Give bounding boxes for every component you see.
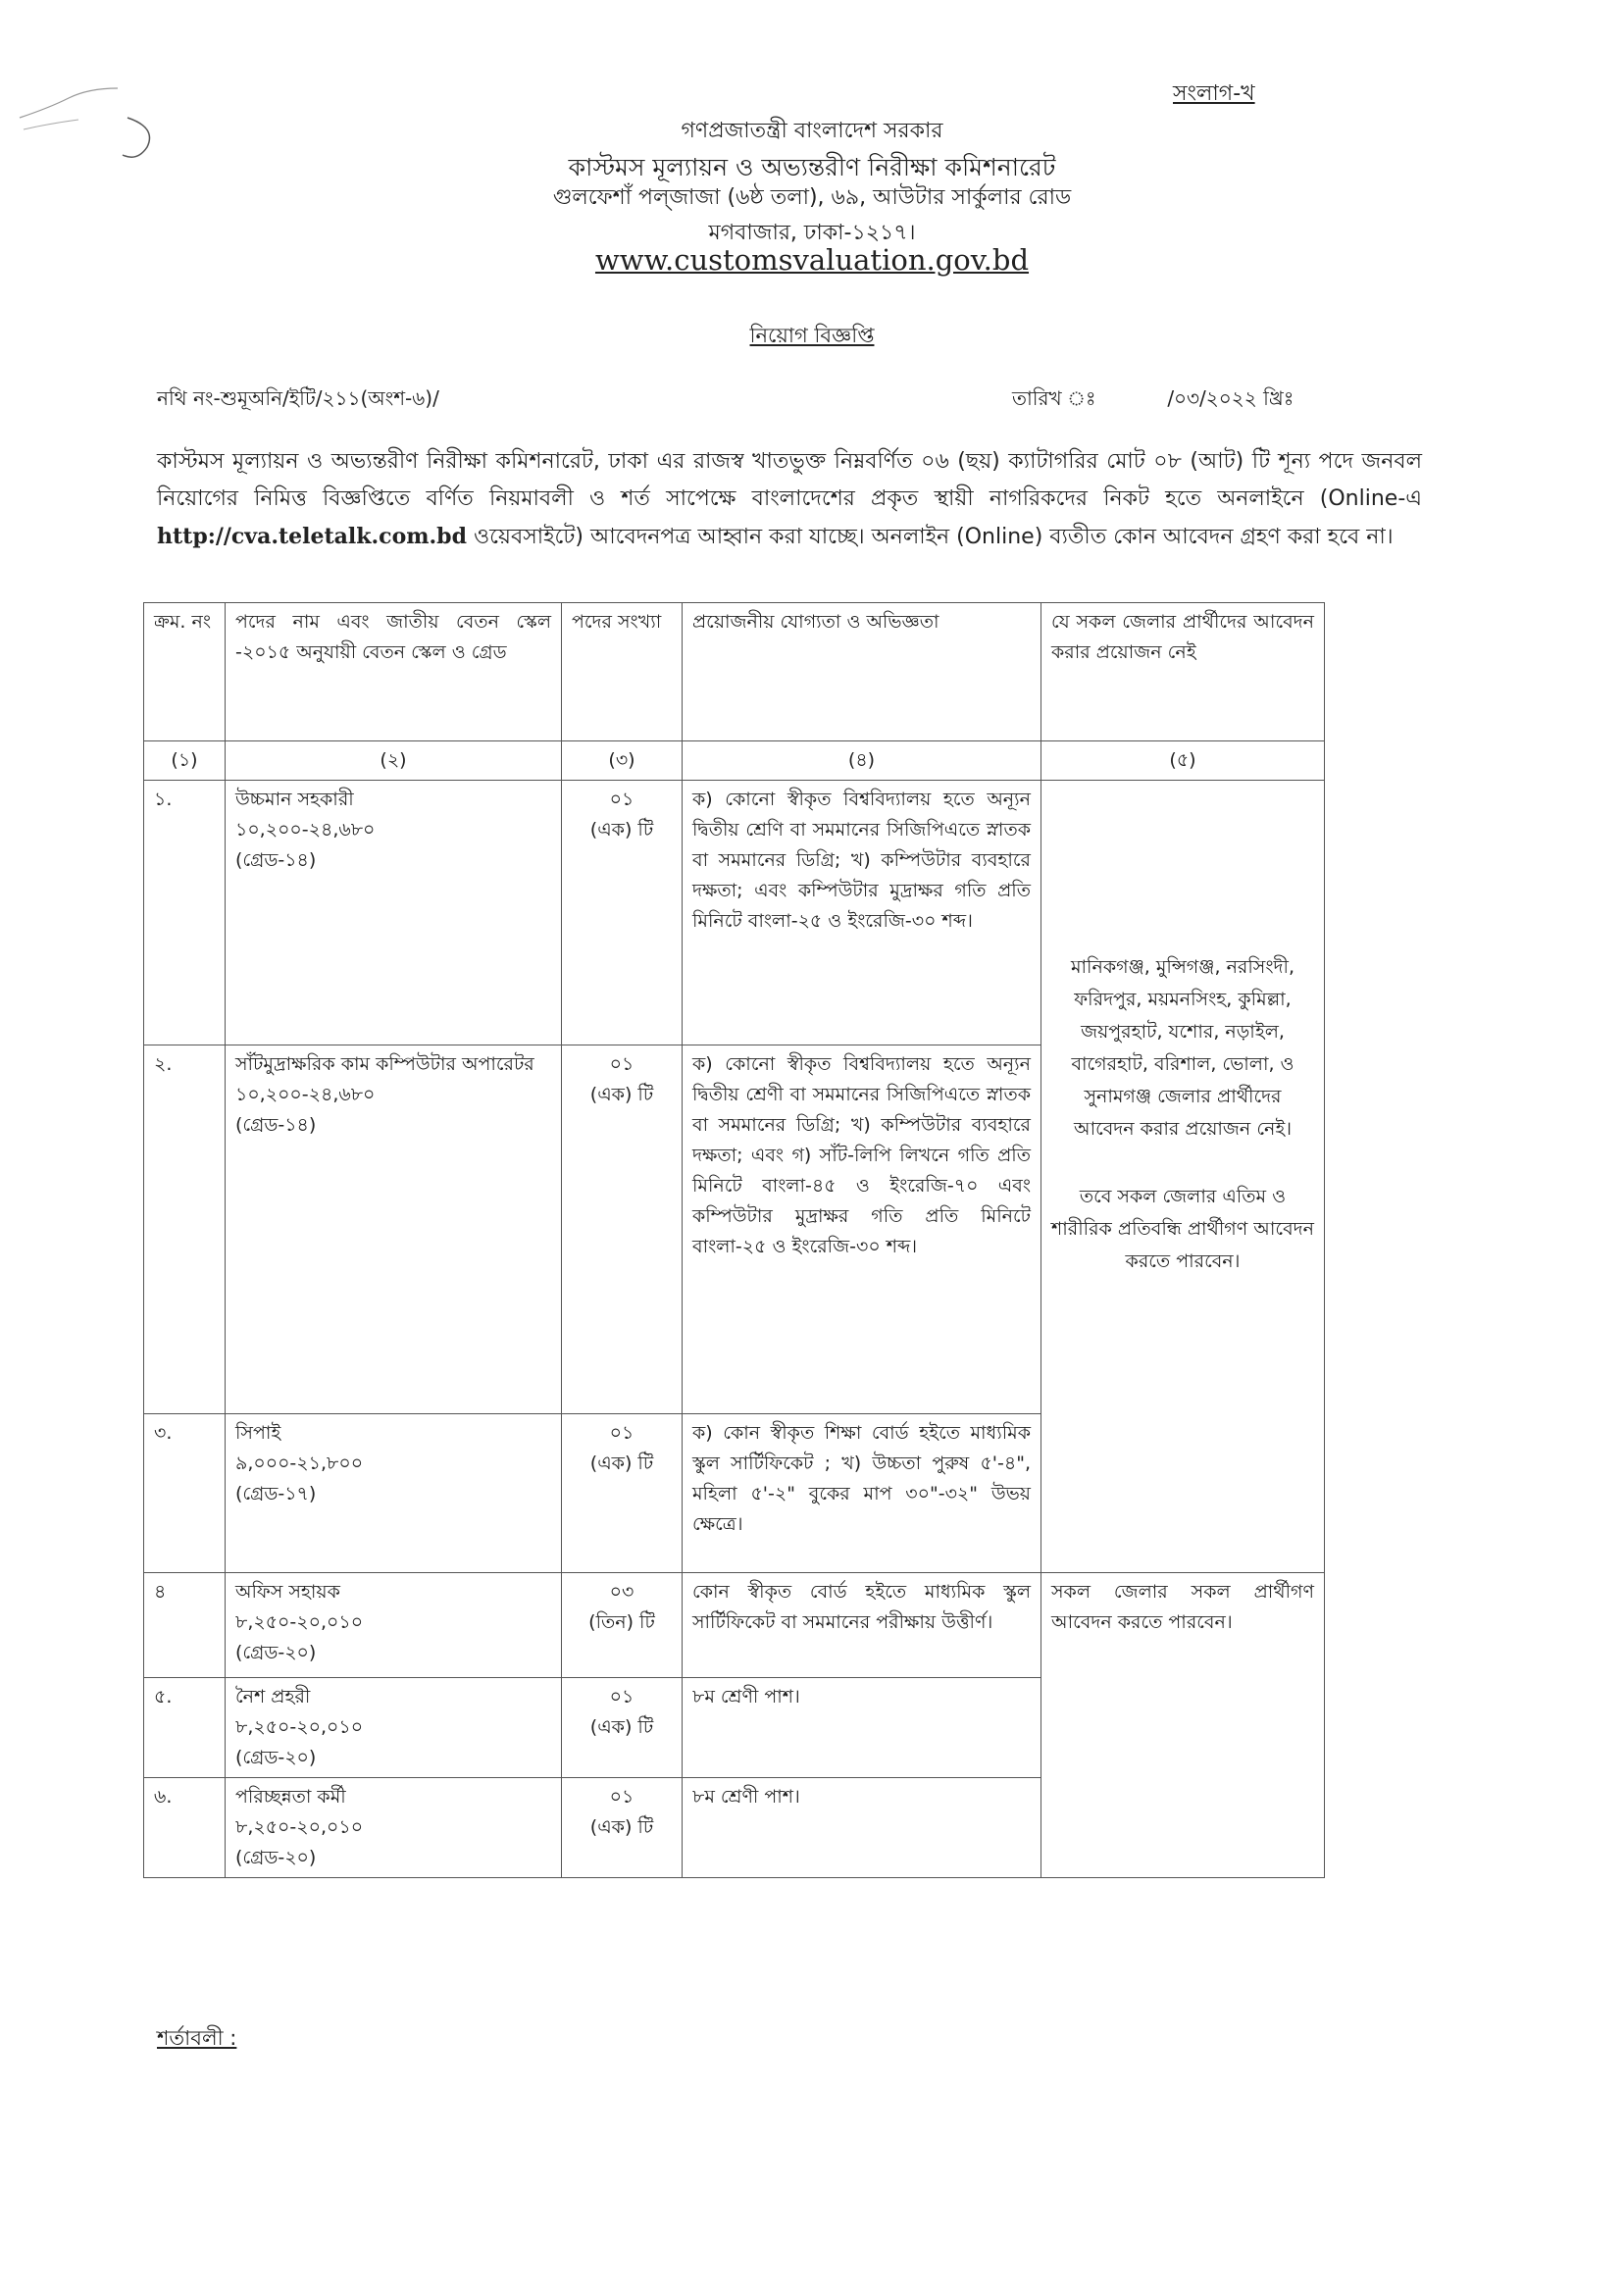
table-row: ৩. সিপাই ৯,০০০-২১,৮০০ (গ্রেড-১৭) ০১ (এক) টি ক) কোন স্বীকৃত শিক্ষা বোর্ড হইতে মাধ্যমিক স্কুল সার্টিফিকেট ; খ) উচ্চতা পুরুষ ৫'-৪", মহিলা ৫'-২" বুকের মাপ ৩০"-৩২" উভয় ক্ষেত্রে।: [144, 1414, 1325, 1573]
application-url[interactable]: http://cva.teletalk.com.bd: [157, 524, 467, 549]
notice-title: নিয়োগ বিজ্ঞপ্তি: [749, 324, 875, 347]
memo-number: নথি নং-শুমূঅনি/ইটি/২১১(অংশ-৬)/: [157, 386, 439, 410]
qualification-cell: কোন স্বীকৃত বোর্ড হইতে মাধ্যমিক স্কুল সার্টিফিকেট বা সমমানের পরীক্ষায় উত্তীর্ণ।: [683, 1573, 1041, 1678]
intro-paragraph: কাস্টমস মূল্যায়ন ও অভ্যন্তরীণ নিরীক্ষা কমিশনারেট, ঢাকা এর রাজস্ব খাতভুক্ত নিম্নবর্ণিত ০৬ (ছয়) ক্যাটাগরির মোট ০৮ (আট) টি শূন্য পদে জনবল নিয়োগের নিমিত্ত বিজ্ঞপ্তিতে বর্ণিত নিয়মাবলী ও শর্ত সাপেক্ষে বাংলাদেশের প্রকৃত স্থায়ী নাগরিকদের নিকট হতে অনলাইনে (Online-এ http://cva.teletalk.com.bd ওয়েবসাইটে) আবেদনপত্র আহ্বান করা যাচ্ছে। অনলাইন (Online) ব্যতীত কোন আবেদন গ্রহণ করা হবে না।: [157, 449, 1422, 549]
date-value: /০৩/২০২২ খ্রিঃ: [1167, 386, 1294, 410]
header-count: পদের সংখ্যা: [562, 603, 683, 741]
table-row: ৬. পরিচ্ছন্নতা কর্মী ৮,২৫০-২০,০১০ (গ্রেড-২০) ০১ (এক) টি ৮ম শ্রেণী পাশ।: [144, 1778, 1325, 1878]
date-label: তারিখ ঃ: [1012, 386, 1096, 410]
office-address-line1: গুলফেশাঁ পল্জাজা (৬ষ্ঠ তলা), ৬৯, আউটার সার্কুলার রোড: [552, 185, 1072, 210]
memo-date: [1012, 384, 1294, 417]
excluded-districts: মানিকগঞ্জ, মুন্সিগঞ্জ, নরসিংদী, ফরিদপুর, ময়মনসিংহ, কুমিল্লা, জয়পুরহাট, যশোর, নড়াইল, বাগেরহাট, বরিশাল, ভোলা, ও সুনামগঞ্জ জেলার প্রার্থীদের আবেদন করার প্রয়োজন নেই।: [1070, 956, 1294, 1140]
count-cell: ০১ (এক) টি: [562, 781, 683, 1045]
table-header-row: [144, 603, 1325, 741]
office-address-line2: মগবাজার, ঢাকা-১২১৭।: [708, 221, 916, 245]
header-post: পদের নাম এবং জাতীয় বেতন স্কেল -২০১৫ অনুযায়ী বেতন স্কেল ও গ্রেড: [226, 603, 562, 741]
post-cell: নৈশ প্রহরী ৮,২৫০-২০,০১০ (গ্রেড-২০): [226, 1678, 562, 1778]
orphan-note: তবে সকল জেলার এতিম ও শারীরিক প্রতিবন্ধি প্রার্থীগণ আবেদন করতে পারবেন।: [1051, 1186, 1314, 1272]
count-cell: ০১ (এক) টি: [562, 1414, 683, 1573]
post-cell: পরিচ্ছন্নতা কর্মী ৮,২৫০-২০,০১০ (গ্রেড-২০): [226, 1778, 562, 1878]
table-row: ২. সাঁটমুদ্রাক্ষরিক কাম কম্পিউটার অপারেটর ১০,২০০-২৪,৬৮০ (গ্রেড-১৪) ০১ (এক) টি ক) কোনো স্বীকৃত বিশ্ববিদ্যালয় হতে অন্যূন দ্বিতীয় শ্রেণী বা সমমানের সিজিপিএতে স্নাতক বা সমমানের ডিগ্রি; খ) কম্পিউটার ব্যবহারে দক্ষতা; এবং গ) সাঁট-লিপি লিখনে গতি প্রতি মিনিটে বাংলা-৪৫ ও ইংরেজি-৭০ এবং কম্পিউটার মুদ্রাক্ষর গতি প্রতি মিনিটে বাংলা-২৫ ও ইংরেজি-৩০ শব্দ।: [144, 1045, 1325, 1414]
column-number-row: (১) (২) (৩) (৪) (৫): [144, 741, 1325, 781]
vacancy-table: [143, 602, 1325, 1878]
count-cell: ০১ (এক) টি: [562, 1678, 683, 1778]
annex-label: সংলাগ-খ: [1173, 81, 1255, 106]
qualification-cell: ৮ম শ্রেণী পাশ।: [683, 1678, 1041, 1778]
government-name: গণপ্রজাতন্ত্রী বাংলাদেশ সরকার: [681, 119, 943, 143]
header-districts: যে সকল জেলার প্রার্থীদের আবেদন করার প্রয়োজন নেই: [1041, 603, 1325, 741]
table-row: ৫. নৈশ প্রহরী ৮,২৫০-২০,০১০ (গ্রেড-২০) ০১ (এক) টি ৮ম শ্রেণী পাশ।: [144, 1678, 1325, 1778]
table-row: ১. উচ্চমান সহকারী ১০,২০০-২৪,৬৮০ (গ্রেড-১৪) ০১ (এক) টি ক) কোনো স্বীকৃত বিশ্ববিদ্যালয় হতে অন্যূন দ্বিতীয় শ্রেণি বা সমমানের সিজিপিএতে স্নাতক বা সমমানের ডিগ্রি; খ) কম্পিউটার ব্যবহারে দক্ষতা; এবং কম্পিউটার মুদ্রাক্ষর গতি প্রতি মিনিটে বাংলা-২৫ ও ইংরেজি-৩০ শব্দ। মানিকগঞ্জ, মুন্সিগঞ্জ, নরসিংদী, ফরিদপুর, ময়মনসিংহ, কুমিল্লা, জয়পুরহাট, যশোর, নড়াইল, বাগেরহাট, বরিশাল, ভোলা, ও সুনামগঞ্জ জেলার প্রার্থীদের আবেদন করার প্রয়োজন নেই। তবে সকল জেলার এতিম ও শারীরিক প্রতিবন্ধি প্রার্থীগণ আবেদন করতে পারবেন।: [144, 781, 1325, 1045]
header-sl: ক্রম. নং: [144, 603, 226, 741]
website-link[interactable]: www.customsvaluation.gov.bd: [594, 243, 1030, 277]
qualification-cell: ৮ম শ্রেণী পাশ।: [683, 1778, 1041, 1878]
qualification-cell: ক) কোন স্বীকৃত শিক্ষা বোর্ড হইতে মাধ্যমিক স্কুল সার্টিফিকেট ; খ) উচ্চতা পুরুষ ৫'-৪", মহিলা ৫'-২" বুকের মাপ ৩০"-৩২" উভয় ক্ষেত্রে।: [683, 1414, 1041, 1573]
office-name: কাস্টমস মূল্যায়ন ও অভ্যন্তরীণ নিরীক্ষা কমিশনারেট: [568, 153, 1056, 181]
all-districts-cell: সকল জেলার সকল প্রার্থীগণ আবেদন করতে পারবেন।: [1041, 1573, 1325, 1878]
post-cell: উচ্চমান সহকারী ১০,২০০-২৪,৬৮০ (গ্রেড-১৪): [226, 781, 562, 1045]
count-cell: ০১ (এক) টি: [562, 1045, 683, 1414]
count-cell: ০১ (এক) টি: [562, 1778, 683, 1878]
header-qualification: প্রয়োজনীয় যোগ্যতা ও অভিজ্ঞতা: [683, 603, 1041, 741]
terms-heading: শর্তাবলী :: [157, 2026, 237, 2050]
post-cell: সিপাই ৯,০০০-২১,৮০০ (গ্রেড-১৭): [226, 1414, 562, 1573]
table-row: ৪ অফিস সহায়ক ৮,২৫০-২০,০১০ (গ্রেড-২০) ০৩ (তিন) টি কোন স্বীকৃত বোর্ড হইতে মাধ্যমিক স্কুল সার্টিফিকেট বা সমমানের পরীক্ষায় উত্তীর্ণ। সকল জেলার সকল প্রার্থীগণ আবেদন করতে পারবেন।: [144, 1573, 1325, 1678]
post-cell: অফিস সহায়ক ৮,২৫০-২০,০১০ (গ্রেড-২০): [226, 1573, 562, 1678]
qualification-cell: ক) কোনো স্বীকৃত বিশ্ববিদ্যালয় হতে অন্যূন দ্বিতীয় শ্রেণী বা সমমানের সিজিপিএতে স্নাতক বা সমমানের ডিগ্রি; খ) কম্পিউটার ব্যবহারে দক্ষতা; এবং গ) সাঁট-লিপি লিখনে গতি প্রতি মিনিটে বাংলা-৪৫ ও ইংরেজি-৭০ এবং কম্পিউটার মুদ্রাক্ষর গতি প্রতি মিনিটে বাংলা-২৫ ও ইংরেজি-৩০ শব্দ।: [683, 1045, 1041, 1414]
qualification-cell: ক) কোনো স্বীকৃত বিশ্ববিদ্যালয় হতে অন্যূন দ্বিতীয় শ্রেণি বা সমমানের সিজিপিএতে স্নাতক বা সমমানের ডিগ্রি; খ) কম্পিউটার ব্যবহারে দক্ষতা; এবং কম্পিউটার মুদ্রাক্ষর গতি প্রতি মিনিটে বাংলা-২৫ ও ইংরেজি-৩০ শব্দ।: [683, 781, 1041, 1045]
post-cell: সাঁটমুদ্রাক্ষরিক কাম কম্পিউটার অপারেটর ১০,২০০-২৪,৬৮০ (গ্রেড-১৪): [226, 1045, 562, 1414]
excluded-districts-cell: [1041, 781, 1325, 1573]
count-cell: ০৩ (তিন) টি: [562, 1573, 683, 1678]
